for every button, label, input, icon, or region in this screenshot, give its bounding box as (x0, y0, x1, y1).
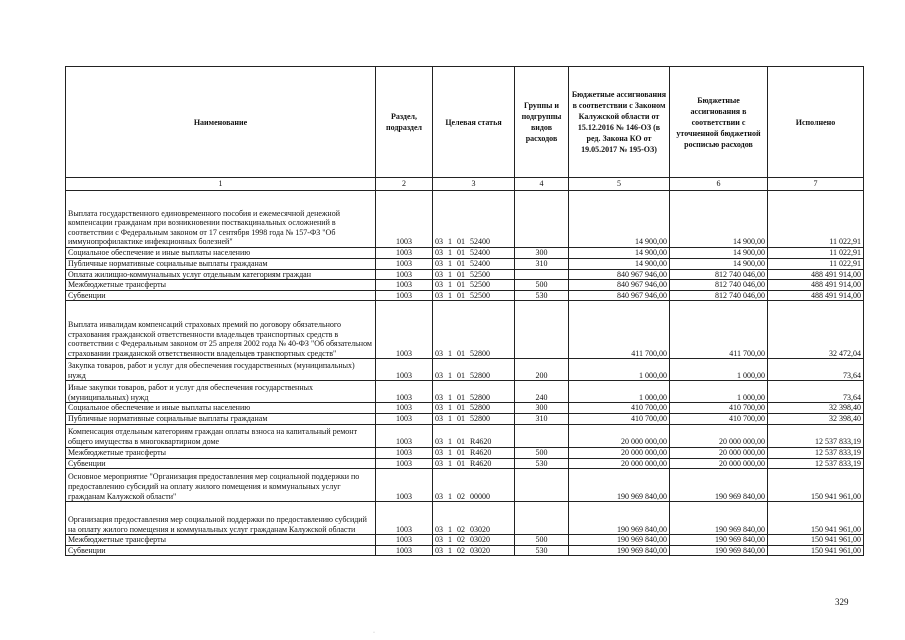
table-cell-budget-law: 1 000,00 (569, 381, 670, 403)
table-cell-section: 1003 (376, 280, 433, 291)
table-cell-executed: 488 491 914,00 (768, 269, 864, 280)
table-cell-section: 1003 (376, 359, 433, 381)
header-budget-refined: Бюджетные ассигнования в соответствии с уточненной бюджетной росписью расходов (670, 67, 768, 178)
table-cell-executed: 11 022,91 (768, 248, 864, 259)
table-cell-name: Публичные нормативные социальные выплаты гражданам (66, 413, 376, 424)
table-cell-budget-law: 14 900,00 (569, 191, 670, 248)
table-cell-section: 1003 (376, 259, 433, 270)
table-cell-article: 03 1 01 52800 (433, 403, 515, 414)
table-row (66, 381, 864, 403)
table-cell-executed: 32 398,40 (768, 413, 864, 424)
table-cell-executed: 488 491 914,00 (768, 280, 864, 291)
table-cell-name: Межбюджетные трансферты (66, 280, 376, 291)
table-row (66, 458, 864, 469)
table-cell-budget-law: 411 700,00 (569, 301, 670, 359)
table-cell-budget-refined: 411 700,00 (670, 301, 768, 359)
table-cell-budget-law: 190 969 840,00 (569, 502, 670, 535)
table-cell-budget-law: 20 000 000,00 (569, 447, 670, 458)
table-cell-budget-law: 410 700,00 (569, 403, 670, 414)
column-number: 5 (569, 178, 670, 191)
table-cell-article: 03 1 01 52800 (433, 359, 515, 381)
header-row (66, 67, 864, 178)
table-cell-budget-refined: 20 000 000,00 (670, 447, 768, 458)
column-number: 6 (670, 178, 768, 191)
table-cell-name: Социальное обеспечение и иные выплаты населению (66, 403, 376, 414)
table-cell-budget-law: 840 967 946,00 (569, 269, 670, 280)
table-cell-section: 1003 (376, 545, 433, 556)
table-cell-budget-refined: 14 900,00 (670, 191, 768, 248)
table-cell-executed: 11 022,91 (768, 259, 864, 270)
table-cell-article: 03 1 02 03020 (433, 535, 515, 546)
table-cell-group (515, 502, 569, 535)
table-row (66, 290, 864, 301)
table-cell-budget-refined: 1 000,00 (670, 381, 768, 403)
table-cell-group (515, 469, 569, 502)
header-article: Целевая статья (433, 67, 515, 178)
table-cell-group: 300 (515, 403, 569, 414)
table-cell-budget-refined: 20 000 000,00 (670, 424, 768, 447)
table-row (66, 545, 864, 556)
table-cell-article: 03 1 01 52500 (433, 290, 515, 301)
table-cell-name: Основное мероприятие "Организация предоставления мер социальной поддержки по предоставлению субсидий на оплату жилого помещения и коммунальных услуг гражданам Калужской области" (66, 469, 376, 502)
table-cell-executed: 12 537 833,19 (768, 458, 864, 469)
table-cell-group (515, 301, 569, 359)
table-cell-name: Организация предоставления мер социальной поддержки по предоставлению субсидий на оплату жилого помещения и коммунальных услуг гражданам Калужской области (66, 502, 376, 535)
table-cell-budget-law: 20 000 000,00 (569, 458, 670, 469)
table-cell-budget-law: 190 969 840,00 (569, 535, 670, 546)
table-cell-executed: 11 022,91 (768, 191, 864, 248)
table-cell-budget-law: 14 900,00 (569, 259, 670, 270)
table-cell-article: 03 1 01 52400 (433, 191, 515, 248)
column-number-row (66, 178, 864, 191)
table-row (66, 359, 864, 381)
table-cell-group (515, 269, 569, 280)
table-row (66, 424, 864, 447)
table-cell-article: 03 1 01 R4620 (433, 424, 515, 447)
table-cell-article: 03 1 02 03020 (433, 502, 515, 535)
table-cell-budget-refined: 410 700,00 (670, 403, 768, 414)
table-cell-group: 530 (515, 458, 569, 469)
table-cell-group: 200 (515, 359, 569, 381)
header-budget-law: Бюджетные ассигнования в соответствии с Законом Калужской области от 15.12.2016 № 146-ОЗ (в ред. Закона КО от 19.05.2017 № 195-ОЗ) (569, 67, 670, 178)
table-cell-group: 530 (515, 545, 569, 556)
column-number: 7 (768, 178, 864, 191)
table-cell-section: 1003 (376, 447, 433, 458)
table-cell-name: Субвенции (66, 290, 376, 301)
table-cell-name: Межбюджетные трансферты (66, 447, 376, 458)
table-cell-section: 1003 (376, 403, 433, 414)
table-cell-name: Субвенции (66, 458, 376, 469)
header-section: Раздел, подраздел (376, 67, 433, 178)
table-cell-name: Иные закупки товаров, работ и услуг для обеспечения государственных (муниципальных) нужд (66, 381, 376, 403)
table-row (66, 269, 864, 280)
table-cell-group: 310 (515, 259, 569, 270)
table-cell-budget-refined: 20 000 000,00 (670, 458, 768, 469)
table-cell-budget-law: 410 700,00 (569, 413, 670, 424)
table-row (66, 259, 864, 270)
table-row (66, 191, 864, 248)
table-row (66, 502, 864, 535)
table-cell-budget-refined: 14 900,00 (670, 259, 768, 270)
table-cell-name: Компенсация отдельным категориям граждан оплаты взноса на капитальный ремонт общего имущества в многоквартирном доме (66, 424, 376, 447)
table-body (66, 191, 864, 556)
table-cell-budget-law: 840 967 946,00 (569, 290, 670, 301)
table-cell-executed: 488 491 914,00 (768, 290, 864, 301)
table-cell-executed: 12 537 833,19 (768, 447, 864, 458)
table-row (66, 413, 864, 424)
table-cell-budget-law: 1 000,00 (569, 359, 670, 381)
column-number: 3 (433, 178, 515, 191)
column-number: 4 (515, 178, 569, 191)
table-cell-name: Межбюджетные трансферты (66, 535, 376, 546)
table-cell-executed: 32 398,40 (768, 403, 864, 414)
table-cell-group: 500 (515, 280, 569, 291)
table-cell-group: 240 (515, 381, 569, 403)
table-cell-section: 1003 (376, 248, 433, 259)
table-row (66, 301, 864, 359)
table-cell-group: 500 (515, 447, 569, 458)
table-cell-group (515, 191, 569, 248)
table-cell-article: 03 1 01 52500 (433, 269, 515, 280)
table-cell-article: 03 1 01 52800 (433, 413, 515, 424)
table-cell-group: 300 (515, 248, 569, 259)
table-cell-name: Публичные нормативные социальные выплаты гражданам (66, 259, 376, 270)
table-cell-executed: 150 941 961,00 (768, 535, 864, 546)
table-cell-budget-refined: 190 969 840,00 (670, 469, 768, 502)
table-cell-article: 03 1 01 52800 (433, 381, 515, 403)
budget-table (65, 66, 864, 556)
table-cell-group: 310 (515, 413, 569, 424)
table-cell-executed: 12 537 833,19 (768, 424, 864, 447)
table-cell-budget-law: 20 000 000,00 (569, 424, 670, 447)
scan-speck: · (373, 630, 375, 636)
table-row (66, 403, 864, 414)
table-cell-budget-refined: 410 700,00 (670, 413, 768, 424)
table-cell-budget-refined: 812 740 046,00 (670, 290, 768, 301)
table-cell-group: 500 (515, 535, 569, 546)
table-cell-executed: 150 941 961,00 (768, 502, 864, 535)
table-cell-budget-refined: 14 900,00 (670, 248, 768, 259)
table-cell-section: 1003 (376, 301, 433, 359)
table-cell-budget-refined: 190 969 840,00 (670, 535, 768, 546)
table-row (66, 248, 864, 259)
table-row (66, 535, 864, 546)
table-cell-executed: 32 472,04 (768, 301, 864, 359)
table-cell-budget-law: 14 900,00 (569, 248, 670, 259)
table-cell-section: 1003 (376, 535, 433, 546)
table-cell-group: 530 (515, 290, 569, 301)
header-executed: Исполнено (768, 67, 864, 178)
header-name: Наименование (66, 67, 376, 178)
table-row (66, 280, 864, 291)
table-cell-section: 1003 (376, 458, 433, 469)
table-cell-budget-law: 840 967 946,00 (569, 280, 670, 291)
table-cell-budget-law: 190 969 840,00 (569, 469, 670, 502)
table-cell-executed: 150 941 961,00 (768, 545, 864, 556)
column-number: 1 (66, 178, 376, 191)
table-cell-article: 03 1 01 52800 (433, 301, 515, 359)
table-cell-article: 03 1 01 R4620 (433, 458, 515, 469)
table-cell-section: 1003 (376, 469, 433, 502)
table-row (66, 447, 864, 458)
header-group: Группы и подгруппы видов расходов (515, 67, 569, 178)
table-cell-group (515, 424, 569, 447)
table-row (66, 469, 864, 502)
table-cell-article: 03 1 01 52500 (433, 280, 515, 291)
table-cell-article: 03 1 02 00000 (433, 469, 515, 502)
column-number: 2 (376, 178, 433, 191)
table-cell-budget-law: 190 969 840,00 (569, 545, 670, 556)
table-cell-section: 1003 (376, 290, 433, 301)
table-cell-name: Выплата государственного единовременного пособия и ежемесячной денежной компенсации гражданам при возникновении поствакцинальных осложнений в соответствии с Федеральным законом от 17 сентября 1998 года № 157-ФЗ "Об иммунопрофилактике инфекционных болезней" (66, 191, 376, 248)
table-cell-article: 03 1 01 52400 (433, 248, 515, 259)
table-cell-budget-refined: 812 740 046,00 (670, 269, 768, 280)
table-cell-name: Закупка товаров, работ и услуг для обеспечения государственных (муниципальных) нужд (66, 359, 376, 381)
table-cell-section: 1003 (376, 502, 433, 535)
table-cell-name: Субвенции (66, 545, 376, 556)
table-cell-executed: 73,64 (768, 381, 864, 403)
table-cell-executed: 150 941 961,00 (768, 469, 864, 502)
table-cell-name: Оплата жилищно-коммунальных услуг отдельным категориям граждан (66, 269, 376, 280)
table-cell-budget-refined: 190 969 840,00 (670, 502, 768, 535)
table-cell-budget-refined: 1 000,00 (670, 359, 768, 381)
table-cell-section: 1003 (376, 413, 433, 424)
page-number: 329 (835, 597, 849, 607)
table-cell-section: 1003 (376, 269, 433, 280)
table-cell-article: 03 1 02 03020 (433, 545, 515, 556)
table-cell-name: Социальное обеспечение и иные выплаты населению (66, 248, 376, 259)
table-cell-budget-refined: 812 740 046,00 (670, 280, 768, 291)
table-cell-executed: 73,64 (768, 359, 864, 381)
table-cell-budget-refined: 190 969 840,00 (670, 545, 768, 556)
table-cell-section: 1003 (376, 424, 433, 447)
table-cell-section: 1003 (376, 381, 433, 403)
table-cell-name: Выплата инвалидам компенсаций страховых премий по договору обязательного страхования гражданской ответственности владельцев транспортных средств в соответствии с Федеральным законом от 25 апреля 2002 года № 40-ФЗ "Об обязательном страховании гражданской ответственности владельцев транспортных средств" (66, 301, 376, 359)
table-cell-section: 1003 (376, 191, 433, 248)
table-cell-article: 03 1 01 R4620 (433, 447, 515, 458)
table-cell-article: 03 1 01 52400 (433, 259, 515, 270)
